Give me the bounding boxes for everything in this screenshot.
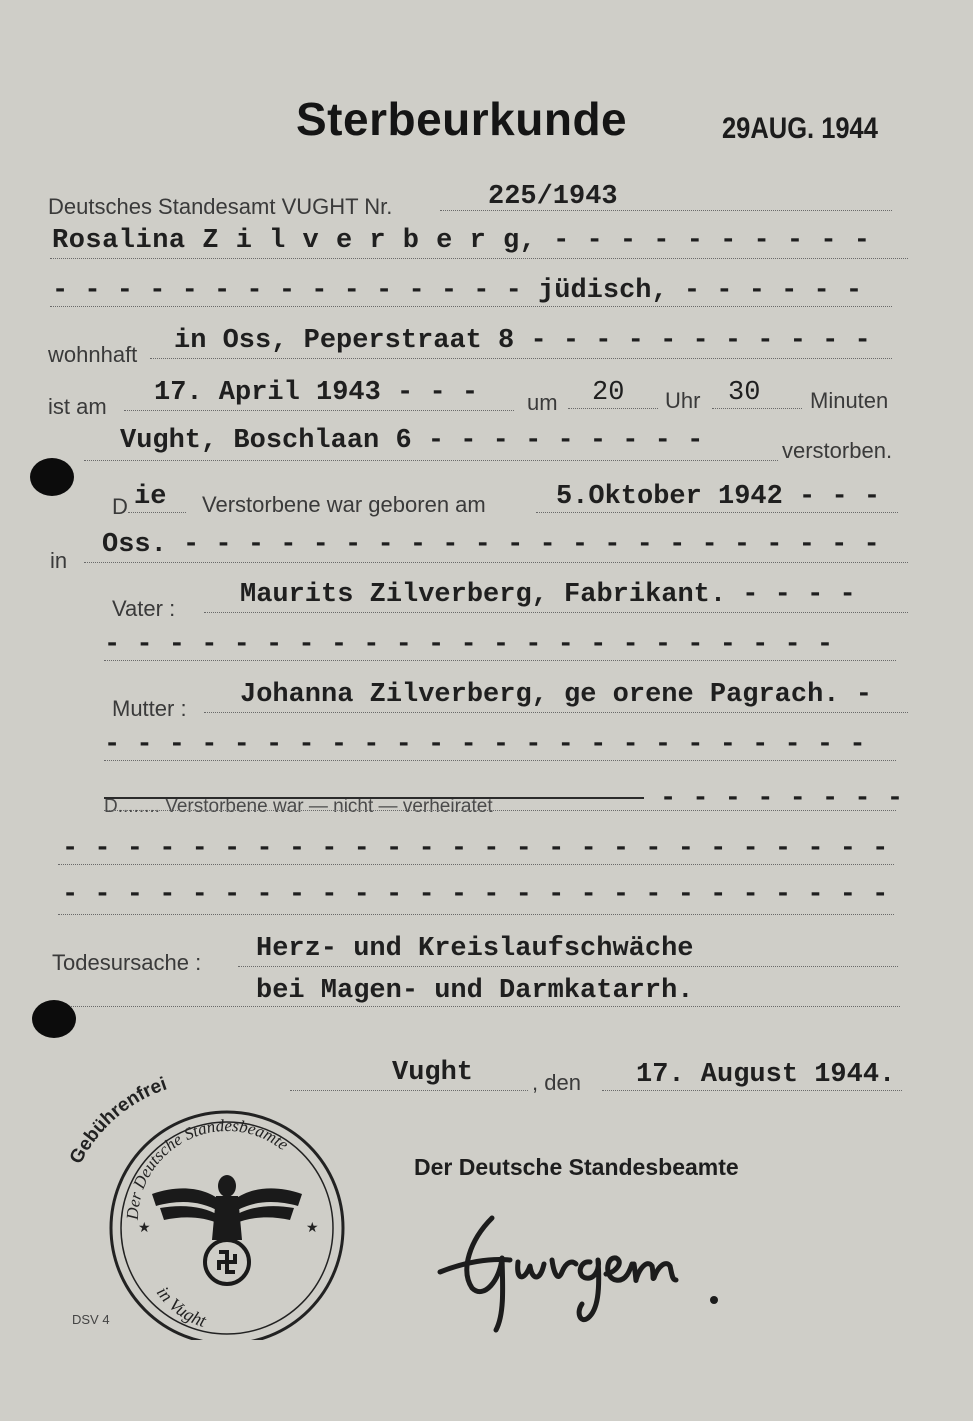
- received-date-stamp: 29AUG. 1944: [722, 112, 878, 145]
- death-place: Vught, Boschlaan 6 - - - - - - - - -: [120, 426, 704, 456]
- marriage-dashes: - - - - - - - -: [660, 784, 904, 814]
- father-continuation: - - - - - - - - - - - - - - - - - - - - - - -: [104, 630, 834, 660]
- in-label: in: [50, 548, 68, 573]
- birth-date: 5.Oktober 1942 - - -: [556, 482, 881, 512]
- svg-text:in Vught: in Vught: [152, 1282, 209, 1331]
- d-label: D: [112, 494, 128, 519]
- signing-date: 17. August 1944.: [636, 1060, 896, 1090]
- cause-of-death-1: Herz- und Kreislaufschwäche: [256, 934, 694, 964]
- official-title: Der Deutsche Standesbeamte: [414, 1154, 739, 1180]
- cause-label: Todesursache :: [52, 950, 202, 975]
- vater-label: Vater :: [112, 596, 176, 621]
- marriage-status-line: D........ Verstorbene war — nicht — verheiratet: [104, 796, 493, 817]
- mother-continuation: - - - - - - - - - - - - - - - - - - - - - - - -: [104, 730, 866, 760]
- svg-text:★: ★: [138, 1219, 151, 1235]
- punch-hole-icon: [30, 458, 74, 496]
- record-number: 225/1943: [488, 182, 618, 212]
- deceased-name: Rosalina Z i l v e r b e r g, - - - - - - - - - -: [52, 226, 871, 256]
- document-title: Sterbeurkunde: [296, 93, 628, 145]
- residence-address: in Oss, Peperstraat 8 - - - - - - - - - - -: [174, 326, 871, 356]
- fee-stamp: Gebührenfrei: [65, 1073, 170, 1168]
- death-date: 17. April 1943 - - -: [154, 378, 479, 408]
- birth-place: Oss. - - - - - - - - - - - - - - - - - - - - - -: [102, 530, 880, 560]
- um-label: um: [527, 390, 558, 415]
- death-minutes: 30: [728, 378, 761, 408]
- den-label: , den: [532, 1070, 581, 1095]
- death-hour: 20: [592, 378, 625, 408]
- wohnhaft-label: wohnhaft: [48, 342, 138, 367]
- minuten-label: Minuten: [810, 388, 889, 413]
- svg-text:★: ★: [306, 1219, 319, 1235]
- gender-suffix: ie: [134, 482, 167, 512]
- ist-am-label: ist am: [48, 394, 107, 419]
- uhr-label: Uhr: [665, 388, 701, 413]
- eagle-emblem-icon: [152, 1175, 302, 1284]
- svg-text:Der Deutsche Standesbeamte: Der Deutsche Standesbeamte: [122, 1115, 293, 1221]
- official-seal-stamp: [60, 1060, 360, 1340]
- cause-of-death-2: bei Magen- und Darmkatarrh.: [256, 976, 694, 1006]
- religion-line: - - - - - - - - - - - - - - - jüdisch, - - - - - -: [52, 276, 863, 306]
- mother-name: Johanna Zilverberg, ge orene Pagrach. -: [240, 680, 872, 710]
- office-label: Deutsches Standesamt VUGHT Nr.: [48, 194, 393, 219]
- blank-line: - - - - - - - - - - - - - - - - - - - - - - - - - -: [62, 834, 889, 864]
- signing-place: Vught: [392, 1058, 474, 1088]
- verstorben-label: verstorben.: [782, 438, 893, 463]
- blank-line: - - - - - - - - - - - - - - - - - - - - - - - - - -: [62, 880, 889, 910]
- father-name: Maurits Zilverberg, Fabrikant. - - - -: [240, 580, 856, 610]
- born-label: Verstorbene war geboren am: [202, 492, 486, 517]
- mutter-label: Mutter :: [112, 696, 187, 721]
- handwritten-signature: [430, 1200, 730, 1340]
- punch-hole-icon: [32, 1000, 76, 1038]
- form-code: DSV 4: [72, 1312, 110, 1327]
